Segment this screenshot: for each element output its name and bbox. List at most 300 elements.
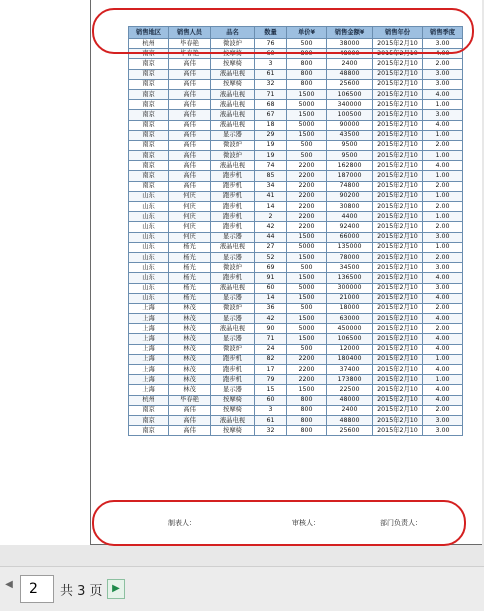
- cell-amount: 22500: [327, 385, 373, 395]
- cell-salesperson: 高伟: [169, 426, 211, 436]
- table-row: [129, 59, 463, 69]
- cell-unit-price: 1500: [287, 89, 327, 99]
- cell-unit-price: 1500: [287, 293, 327, 303]
- cell-quarter: 1.00: [423, 191, 463, 201]
- cell-salesperson: 何庆: [169, 222, 211, 232]
- cell-quarter: 2.00: [423, 59, 463, 69]
- cell-region: 上海: [129, 303, 169, 313]
- cell-amount: 450000: [327, 324, 373, 334]
- cell-salesperson: 林茂: [169, 334, 211, 344]
- cell-unit-price: 5000: [287, 242, 327, 252]
- cell-product: 微波炉: [211, 263, 255, 273]
- cell-product: 液晶电视: [211, 120, 255, 130]
- cell-quantity: 32: [255, 79, 287, 89]
- cell-unit-price: 800: [287, 405, 327, 415]
- cell-year: 2015年2月10: [373, 293, 423, 303]
- cell-quarter: 2.00: [423, 252, 463, 262]
- previous-page-icon[interactable]: ◀: [5, 579, 13, 590]
- cell-product: 显示器: [211, 252, 255, 262]
- cell-unit-price: 2200: [287, 375, 327, 385]
- cell-quarter: 1.00: [423, 130, 463, 140]
- cell-quarter: 1.00: [423, 375, 463, 385]
- cell-year: 2015年2月10: [373, 49, 423, 59]
- cell-quarter: 3.00: [423, 79, 463, 89]
- cell-salesperson: 高伟: [169, 59, 211, 69]
- cell-quarter: 4.00: [423, 365, 463, 375]
- table-row: [129, 242, 463, 252]
- cell-salesperson: 高伟: [169, 161, 211, 171]
- cell-product: 跑步机: [211, 191, 255, 201]
- cell-salesperson: 毕春艳: [169, 49, 211, 59]
- cell-quantity: 29: [255, 130, 287, 140]
- cell-quarter: 3.00: [423, 39, 463, 49]
- cell-quantity: 60: [255, 395, 287, 405]
- cell-product: 按摩椅: [211, 59, 255, 69]
- cell-region: 南京: [129, 426, 169, 436]
- table-row: [129, 252, 463, 262]
- cell-salesperson: 何庆: [169, 232, 211, 242]
- cell-quarter: 2.00: [423, 222, 463, 232]
- cell-salesperson: 林茂: [169, 365, 211, 375]
- cell-region: 山东: [129, 252, 169, 262]
- cell-quarter: 4.00: [423, 161, 463, 171]
- cell-quarter: 1.00: [423, 242, 463, 252]
- header-quarter: 销售季度: [423, 27, 463, 39]
- cell-year: 2015年2月10: [373, 181, 423, 191]
- cell-amount: 300000: [327, 283, 373, 293]
- table-row: [129, 375, 463, 385]
- cell-quarter: 3.00: [423, 426, 463, 436]
- cell-quantity: 71: [255, 334, 287, 344]
- cell-quantity: 67: [255, 110, 287, 120]
- cell-amount: 25600: [327, 426, 373, 436]
- cell-salesperson: 高伟: [169, 110, 211, 120]
- cell-salesperson: 林茂: [169, 303, 211, 313]
- dept-head-label: 部门负责人：: [380, 519, 422, 527]
- cell-unit-price: 1500: [287, 232, 327, 242]
- cell-amount: 106500: [327, 334, 373, 344]
- cell-salesperson: 何庆: [169, 212, 211, 222]
- cell-quarter: 4.00: [423, 314, 463, 324]
- cell-amount: 43500: [327, 130, 373, 140]
- cell-product: 按摩椅: [211, 405, 255, 415]
- cell-salesperson: 高伟: [169, 120, 211, 130]
- page-left-edge: [90, 0, 91, 545]
- cell-region: 上海: [129, 375, 169, 385]
- cell-quarter: 1.00: [423, 212, 463, 222]
- cell-year: 2015年2月10: [373, 252, 423, 262]
- cell-amount: 173800: [327, 375, 373, 385]
- cell-product: 跑步机: [211, 212, 255, 222]
- table-row: [129, 426, 463, 436]
- cell-unit-price: 1500: [287, 110, 327, 120]
- cell-salesperson: 林茂: [169, 344, 211, 354]
- cell-salesperson: 杨光: [169, 242, 211, 252]
- cell-region: 南京: [129, 89, 169, 99]
- cell-unit-price: 500: [287, 344, 327, 354]
- table-row: [129, 79, 463, 89]
- cell-quantity: 34: [255, 181, 287, 191]
- cell-year: 2015年2月10: [373, 151, 423, 161]
- cell-unit-price: 1500: [287, 314, 327, 324]
- cell-amount: 2400: [327, 59, 373, 69]
- annotation-circle-footer: [92, 500, 466, 546]
- cell-salesperson: 高伟: [169, 181, 211, 191]
- cell-unit-price: 5000: [287, 283, 327, 293]
- header-year: 销售年份: [373, 27, 423, 39]
- cell-quantity: 14: [255, 202, 287, 212]
- cell-quarter: 2.00: [423, 181, 463, 191]
- cell-region: 南京: [129, 181, 169, 191]
- cell-region: 南京: [129, 79, 169, 89]
- cell-amount: 180400: [327, 354, 373, 364]
- cell-quantity: 3: [255, 405, 287, 415]
- cell-region: 山东: [129, 273, 169, 283]
- cell-quantity: 42: [255, 222, 287, 232]
- cell-region: 山东: [129, 232, 169, 242]
- cell-amount: 187000: [327, 171, 373, 181]
- cell-salesperson: 毕春艳: [169, 395, 211, 405]
- cell-year: 2015年2月10: [373, 69, 423, 79]
- cell-salesperson: 何庆: [169, 191, 211, 201]
- cell-quantity: 44: [255, 232, 287, 242]
- cell-region: 山东: [129, 212, 169, 222]
- table-row: [129, 385, 463, 395]
- cell-quarter: 1.00: [423, 151, 463, 161]
- cell-quarter: 3.00: [423, 69, 463, 79]
- reviewer-label: 审核人：: [292, 519, 320, 527]
- cell-year: 2015年2月10: [373, 426, 423, 436]
- cell-amount: 30800: [327, 202, 373, 212]
- cell-year: 2015年2月10: [373, 232, 423, 242]
- cell-quarter: 4.00: [423, 344, 463, 354]
- cell-unit-price: 800: [287, 426, 327, 436]
- cell-product: 跑步机: [211, 222, 255, 232]
- cell-salesperson: 高伟: [169, 89, 211, 99]
- cell-year: 2015年2月10: [373, 242, 423, 252]
- cell-unit-price: 2200: [287, 354, 327, 364]
- table-row: [129, 293, 463, 303]
- cell-quarter: 4.00: [423, 293, 463, 303]
- cell-year: 2015年2月10: [373, 334, 423, 344]
- cell-quarter: 1.00: [423, 354, 463, 364]
- cell-salesperson: 杨光: [169, 273, 211, 283]
- cell-product: 液晶电视: [211, 69, 255, 79]
- cell-amount: 78000: [327, 252, 373, 262]
- cell-unit-price: 500: [287, 263, 327, 273]
- cell-quantity: 60: [255, 49, 287, 59]
- cell-amount: 48800: [327, 69, 373, 79]
- cell-amount: 136500: [327, 273, 373, 283]
- cell-product: 按摩椅: [211, 79, 255, 89]
- cell-salesperson: 杨光: [169, 263, 211, 273]
- cell-product: 显示器: [211, 293, 255, 303]
- cell-quantity: 3: [255, 59, 287, 69]
- cell-quantity: 76: [255, 39, 287, 49]
- cell-product: 显示器: [211, 385, 255, 395]
- cell-region: 南京: [129, 405, 169, 415]
- cell-year: 2015年2月10: [373, 365, 423, 375]
- cell-year: 2015年2月10: [373, 130, 423, 140]
- cell-region: 上海: [129, 354, 169, 364]
- table-row: [129, 283, 463, 293]
- cell-region: 南京: [129, 110, 169, 120]
- cell-product: 液晶电视: [211, 242, 255, 252]
- cell-salesperson: 高伟: [169, 171, 211, 181]
- cell-salesperson: 高伟: [169, 405, 211, 415]
- cell-amount: 38000: [327, 39, 373, 49]
- cell-product: 微波炉: [211, 39, 255, 49]
- table-row: [129, 395, 463, 405]
- cell-year: 2015年2月10: [373, 120, 423, 130]
- cell-product: 显示器: [211, 232, 255, 242]
- cell-salesperson: 杨光: [169, 283, 211, 293]
- cell-product: 液晶电视: [211, 415, 255, 425]
- cell-region: 山东: [129, 263, 169, 273]
- header-quantity: 数量: [255, 27, 287, 39]
- cell-amount: 162800: [327, 161, 373, 171]
- cell-amount: 48000: [327, 395, 373, 405]
- table-body: [129, 39, 463, 436]
- table-row: [129, 202, 463, 212]
- cell-quantity: 91: [255, 273, 287, 283]
- table-row: [129, 171, 463, 181]
- cell-amount: 100500: [327, 110, 373, 120]
- next-page-button[interactable]: ▶: [107, 579, 125, 599]
- cell-region: 杭州: [129, 395, 169, 405]
- cell-unit-price: 2200: [287, 212, 327, 222]
- table-row: [129, 222, 463, 232]
- cell-quantity: 19: [255, 140, 287, 150]
- table-row: [129, 365, 463, 375]
- cell-year: 2015年2月10: [373, 263, 423, 273]
- table-row: [129, 130, 463, 140]
- cell-year: 2015年2月10: [373, 314, 423, 324]
- cell-region: 南京: [129, 100, 169, 110]
- header-salesperson: 销售人员: [169, 27, 211, 39]
- cell-year: 2015年2月10: [373, 202, 423, 212]
- table-row: [129, 314, 463, 324]
- cell-year: 2015年2月10: [373, 395, 423, 405]
- cell-year: 2015年2月10: [373, 191, 423, 201]
- cell-year: 2015年2月10: [373, 140, 423, 150]
- cell-quantity: 36: [255, 303, 287, 313]
- cell-product: 按摩椅: [211, 49, 255, 59]
- cell-salesperson: 何庆: [169, 202, 211, 212]
- cell-product: 微波炉: [211, 151, 255, 161]
- cell-quarter: 4.00: [423, 49, 463, 59]
- cell-year: 2015年2月10: [373, 303, 423, 313]
- cell-amount: 2400: [327, 405, 373, 415]
- table-row: [129, 405, 463, 415]
- table-row: [129, 181, 463, 191]
- cell-product: 按摩椅: [211, 426, 255, 436]
- page-number-input[interactable]: [20, 575, 54, 603]
- cell-salesperson: 毕春艳: [169, 39, 211, 49]
- cell-amount: 90000: [327, 120, 373, 130]
- table-row: [129, 69, 463, 79]
- cell-region: 上海: [129, 334, 169, 344]
- table-row: [129, 120, 463, 130]
- cell-amount: 9500: [327, 140, 373, 150]
- cell-region: 南京: [129, 130, 169, 140]
- cell-salesperson: 林茂: [169, 354, 211, 364]
- cell-product: 液晶电视: [211, 89, 255, 99]
- cell-quantity: 24: [255, 344, 287, 354]
- cell-salesperson: 林茂: [169, 314, 211, 324]
- cell-quarter: 4.00: [423, 395, 463, 405]
- cell-region: 南京: [129, 415, 169, 425]
- cell-unit-price: 2200: [287, 191, 327, 201]
- cell-quantity: 27: [255, 242, 287, 252]
- cell-region: 上海: [129, 365, 169, 375]
- cell-quantity: 32: [255, 426, 287, 436]
- cell-quarter: 2.00: [423, 324, 463, 334]
- table-row: [129, 232, 463, 242]
- cell-year: 2015年2月10: [373, 89, 423, 99]
- cell-amount: 106500: [327, 89, 373, 99]
- cell-quantity: 18: [255, 120, 287, 130]
- cell-region: 南京: [129, 161, 169, 171]
- cell-salesperson: 林茂: [169, 375, 211, 385]
- cell-unit-price: 5000: [287, 120, 327, 130]
- cell-amount: 21000: [327, 293, 373, 303]
- header-unit-price: 单价¥: [287, 27, 327, 39]
- cell-quantity: 71: [255, 89, 287, 99]
- annotation-circle-header: [92, 8, 474, 54]
- cell-salesperson: 高伟: [169, 415, 211, 425]
- cell-quantity: 41: [255, 191, 287, 201]
- header-amount: 销售金额¥: [327, 27, 373, 39]
- cell-region: 上海: [129, 344, 169, 354]
- table-row: [129, 334, 463, 344]
- cell-year: 2015年2月10: [373, 273, 423, 283]
- cell-year: 2015年2月10: [373, 344, 423, 354]
- cell-quantity: 61: [255, 415, 287, 425]
- cell-quarter: 2.00: [423, 140, 463, 150]
- cell-year: 2015年2月10: [373, 79, 423, 89]
- cell-quantity: 74: [255, 161, 287, 171]
- cell-product: 按摩椅: [211, 395, 255, 405]
- cell-product: 液晶电视: [211, 283, 255, 293]
- table-row: [129, 273, 463, 283]
- cell-quantity: 52: [255, 252, 287, 262]
- cell-salesperson: 杨光: [169, 252, 211, 262]
- table-row: [129, 354, 463, 364]
- cell-product: 跑步机: [211, 181, 255, 191]
- page-total-label: 共 3 页: [60, 584, 103, 599]
- cell-amount: 63000: [327, 314, 373, 324]
- cell-year: 2015年2月10: [373, 222, 423, 232]
- cell-year: 2015年2月10: [373, 59, 423, 69]
- cell-salesperson: 高伟: [169, 79, 211, 89]
- cell-year: 2015年2月10: [373, 385, 423, 395]
- cell-product: 跑步机: [211, 375, 255, 385]
- cell-product: 跑步机: [211, 202, 255, 212]
- cell-amount: 90200: [327, 191, 373, 201]
- cell-unit-price: 2200: [287, 222, 327, 232]
- table-row: [129, 151, 463, 161]
- cell-product: 显示器: [211, 314, 255, 324]
- table-row: [129, 324, 463, 334]
- table-row: [129, 191, 463, 201]
- cell-quarter: 3.00: [423, 110, 463, 120]
- cell-unit-price: 500: [287, 39, 327, 49]
- cell-year: 2015年2月10: [373, 324, 423, 334]
- cell-quantity: 90: [255, 324, 287, 334]
- cell-quarter: 1.00: [423, 171, 463, 181]
- cell-product: 跑步机: [211, 273, 255, 283]
- cell-quarter: 3.00: [423, 232, 463, 242]
- cell-quarter: 4.00: [423, 120, 463, 130]
- cell-amount: 9500: [327, 151, 373, 161]
- cell-region: 山东: [129, 191, 169, 201]
- cell-product: 跑步机: [211, 365, 255, 375]
- table-row: [129, 344, 463, 354]
- cell-amount: 37400: [327, 365, 373, 375]
- table-row: [129, 303, 463, 313]
- cell-product: 显示器: [211, 334, 255, 344]
- cell-year: 2015年2月10: [373, 405, 423, 415]
- cell-region: 山东: [129, 202, 169, 212]
- cell-quarter: 3.00: [423, 263, 463, 273]
- cell-unit-price: 1500: [287, 252, 327, 262]
- cell-product: 液晶电视: [211, 100, 255, 110]
- cell-year: 2015年2月10: [373, 375, 423, 385]
- cell-unit-price: 500: [287, 140, 327, 150]
- cell-unit-price: 2200: [287, 365, 327, 375]
- cell-amount: 74800: [327, 181, 373, 191]
- cell-product: 液晶电视: [211, 161, 255, 171]
- cell-product: 跑步机: [211, 171, 255, 181]
- cell-region: 南京: [129, 120, 169, 130]
- cell-quarter: 2.00: [423, 405, 463, 415]
- cell-unit-price: 500: [287, 303, 327, 313]
- cell-amount: 92400: [327, 222, 373, 232]
- cell-quantity: 19: [255, 151, 287, 161]
- table-row: [129, 140, 463, 150]
- cell-year: 2015年2月10: [373, 212, 423, 222]
- cell-quarter: 4.00: [423, 385, 463, 395]
- cell-quantity: 60: [255, 283, 287, 293]
- cell-region: 南京: [129, 171, 169, 181]
- cell-product: 微波炉: [211, 140, 255, 150]
- cell-unit-price: 5000: [287, 100, 327, 110]
- cell-unit-price: 800: [287, 69, 327, 79]
- cell-salesperson: 高伟: [169, 100, 211, 110]
- cell-quarter: 2.00: [423, 303, 463, 313]
- cell-unit-price: 800: [287, 79, 327, 89]
- cell-quarter: 3.00: [423, 415, 463, 425]
- cell-amount: 135000: [327, 242, 373, 252]
- table-row: [129, 100, 463, 110]
- cell-region: 南京: [129, 151, 169, 161]
- cell-product: 微波炉: [211, 344, 255, 354]
- maker-label: 制表人：: [168, 519, 196, 527]
- sales-table: [128, 26, 463, 436]
- cell-region: 南京: [129, 49, 169, 59]
- cell-quantity: 68: [255, 100, 287, 110]
- cell-quantity: 61: [255, 69, 287, 79]
- header-region: 销售地区: [129, 27, 169, 39]
- cell-salesperson: 高伟: [169, 69, 211, 79]
- table-row: [129, 110, 463, 120]
- cell-product: 液晶电视: [211, 110, 255, 120]
- cell-quarter: 2.00: [423, 202, 463, 212]
- cell-quantity: 82: [255, 354, 287, 364]
- cell-unit-price: 800: [287, 415, 327, 425]
- cell-quarter: 3.00: [423, 283, 463, 293]
